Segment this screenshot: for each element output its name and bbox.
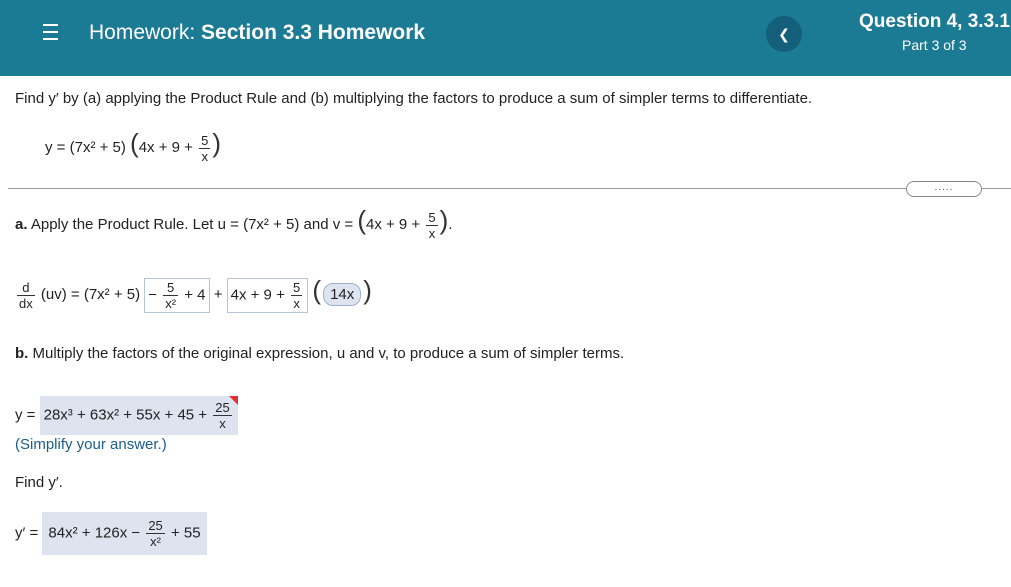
header-bar (0, 0, 1011, 76)
original-lhs: y = (45, 139, 66, 156)
y-expanded-row (15, 396, 238, 435)
part-b-text: Multiply the factors of the original expression, u and v, to produce a sum of simpler terms. (32, 345, 625, 362)
v-again-text: 4x + 9 + (230, 286, 285, 303)
original-fraction (199, 133, 210, 164)
y-answer-text: 28x³ + 63x² + 55x + 45 + (43, 406, 208, 424)
part-a-text: Apply the Product Rule. Let u = (30, 216, 239, 233)
product-rule-expression: $\frac{d}{dx}$ (uv) = (7x² + 5) − $\frac{5}{\text{x²}}$ + 4 + 4x + 9 + $\frac{5}{x}$ ( 14x ) (19, 275, 372, 311)
part-label: Part 3 of 3 (902, 37, 967, 53)
part-a-label: a. (15, 216, 28, 233)
part-a-v-frac-num: 5 (428, 209, 436, 225)
y-prime-answer-text: 84x² + 126x − (48, 524, 141, 542)
du-frac-num: 5 (163, 280, 178, 296)
y-lhs: y = (15, 406, 36, 424)
homework-title-prefix: Homework: (89, 21, 196, 44)
original-factor1: (7x² + 5) (69, 139, 126, 156)
derivative-operator (17, 280, 35, 311)
homework-title (89, 21, 425, 45)
yp-frac-den: x² (150, 534, 161, 549)
y-frac-num: 25 (215, 400, 230, 415)
y-prime-tail: + 55 (170, 524, 201, 542)
question-prompt: Find y′ by (a) applying the Product Rule and (b) multiplying the factors to produce a sum of simpler terms to differentiate. (15, 90, 813, 107)
du-plus4: + 4 (184, 286, 206, 303)
original-frac-den: x (201, 148, 208, 164)
part-a-v-fraction (426, 210, 437, 241)
part-a-and-v: and v = (303, 216, 354, 233)
part-a-v-frac-den: x (428, 225, 436, 241)
v-again-fraction (291, 280, 302, 311)
error-flag-icon (229, 396, 238, 405)
du-minus: − (148, 286, 158, 303)
plus-sign: + (213, 286, 223, 303)
part-a-v: 4x + 9 + (365, 216, 421, 233)
y-prime-row (15, 512, 207, 555)
y-answer-input[interactable] (40, 396, 238, 435)
v-again-den: x (293, 295, 300, 311)
deriv-num: d (17, 280, 35, 296)
original-factor2: 4x + 9 + (138, 139, 193, 156)
v-again-num: 5 (293, 279, 301, 295)
part-a-statement: a. Apply the Product Rule. Let u = (7x² + 5) and v = (4x + 9 + $\frac{5}{x}$ ). (15, 205, 453, 241)
dv-answer-input[interactable]: 14x (323, 283, 361, 306)
y-prime-answer-input[interactable] (42, 512, 206, 555)
part-a-u: (7x² + 5) (243, 216, 300, 233)
part-b-label: b. (15, 345, 29, 362)
y-prime-lhs: y′ = (15, 524, 39, 542)
chevron-left-icon: ❮ (778, 26, 790, 42)
du-frac-den: x² (165, 295, 177, 311)
previous-question-button[interactable] (766, 16, 802, 52)
original-frac-num: 5 (201, 132, 209, 148)
y-prime-fraction (146, 518, 164, 549)
expand-button[interactable]: ..... (906, 181, 982, 197)
find-y-prime-label: Find y′. (15, 474, 63, 491)
yp-frac-num: 25 (148, 518, 163, 533)
deriv-den: dx (19, 295, 33, 311)
y-frac-den: x (219, 416, 226, 431)
question-label: Question 4, 3.3.1 (859, 11, 1010, 32)
u-again: (7x² + 5) (83, 286, 141, 303)
du-fraction (163, 280, 178, 311)
menu-icon[interactable] (43, 24, 58, 40)
section-divider (8, 188, 1011, 189)
uv-label: (uv) = (40, 286, 80, 303)
original-expression: y = (7x² + 5) (4x + 9 + $\frac{5}{x}$ ) (45, 128, 222, 164)
homework-section-title: Section 3.3 Homework (201, 21, 426, 44)
simplify-note: (Simplify your answer.) (15, 436, 167, 453)
du-dx-box (144, 278, 209, 313)
part-b-statement (15, 345, 624, 362)
v-again-box (227, 278, 309, 313)
part-a-period: . (448, 216, 453, 233)
